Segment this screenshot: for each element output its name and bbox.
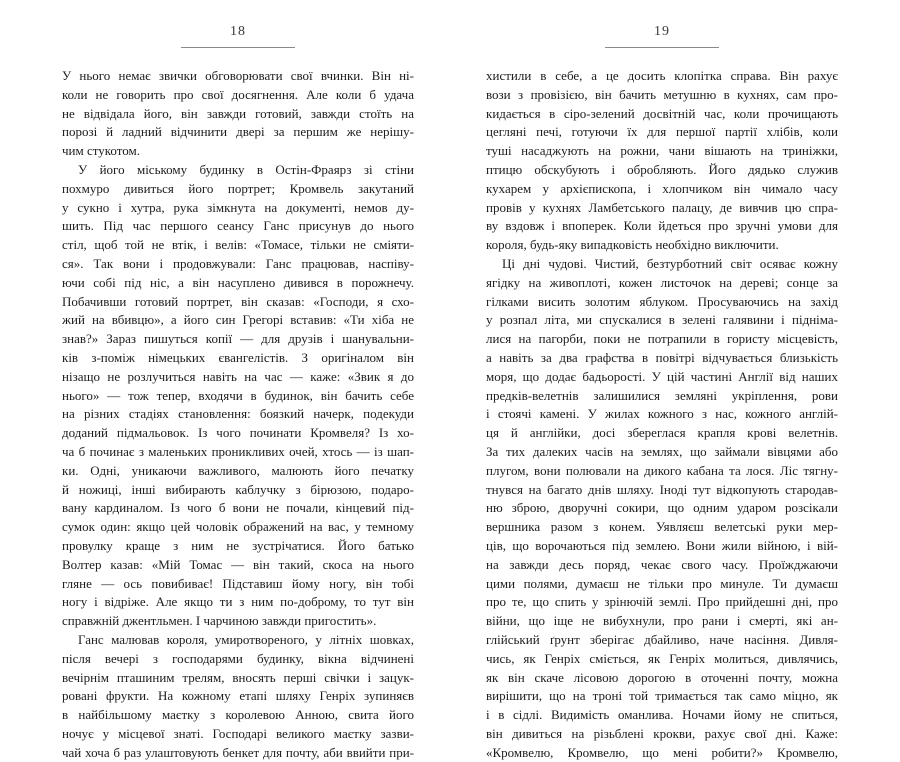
text-line: Ці дні чудові. Чистий, безтурботний світ осяває кожну (502, 255, 838, 271)
text-line: У його міському будинку в Остін-Фраярз зі стіни (78, 161, 414, 177)
text-line: вану кардиналом. Із чого б вони не почали, кінцевий під- (62, 500, 414, 516)
text-line: війни, що іще не вибухнули, про рани і смерті, які ан- (486, 613, 838, 629)
text-line: на завжди десь поряд, чекає свого часу. Проїжджаючи (486, 556, 838, 572)
text-line: лися на пагорби, поки не потрапили в гористу місцевість, (486, 331, 838, 347)
left-page-text (62, 67, 414, 762)
page-number: 18 (230, 24, 246, 39)
text-line: й ножиці, інші вибирають каблучку з бірюзою, подаро- (62, 481, 414, 497)
text-line: провів у кухнях Ламбетського палацу, де вивчив цю спра- (486, 199, 838, 215)
right-page (486, 0, 838, 760)
text-line: вирішити, що на троні той тримається так само міцно, як (486, 688, 838, 704)
text-line: короля, будь-яку випадковість необхідно виключити. (486, 237, 779, 253)
text-line: тнувся на багато днів шляху. Іноді тут відкопують стародав- (486, 481, 838, 497)
text-line: ча б починає з маленьких проникливих очей, хтось — із шап- (62, 443, 414, 459)
text-line: провулку краще з ним не зустрічатися. Його батько (62, 537, 414, 553)
text-line: у сукно і хутра, рука зімкнута на документі, немов ду- (62, 199, 414, 215)
text-line: Волтер казав: «Мій Томас — він такий, скоса на нього (62, 556, 414, 572)
text-line: ногу і відріже. Але якщо ти з ним по-доброму, то тут він (62, 594, 414, 610)
text-line: ночує у місцевої знаті. Господарі великого маєтку зазви- (62, 725, 414, 741)
left-page (62, 0, 414, 760)
text-line: вечірнім пташиним трелям, вносять перші свічки і зацук- (62, 669, 414, 685)
text-line: і в сідлі. Видимість оманлива. Ночами йому не спиться, (486, 707, 838, 723)
text-line: ся». Так вони і продовжували: Ганс працював, наспіву- (62, 255, 414, 271)
text-line: птицю обскубують і обробляють. Його дядько служив (486, 161, 838, 177)
page-number: 19 (654, 24, 670, 39)
text-line: на різних стадіях становлення: боязкий начерк, подекуди (62, 406, 414, 422)
text-line: у розпал літа, ми спускалися в зелені галявини і підніма- (486, 312, 838, 328)
right-page-header (486, 24, 838, 40)
text-line: «Кромвелю, Кромвелю, що мені робити?» Кромвелю, (486, 744, 838, 760)
text-line: похмуро дивиться його портрет; Кромвель закутаний (62, 180, 414, 196)
text-line: ровані фрукти. На кожному етапі шляху Генріх зупиняєв (62, 688, 414, 704)
header-rule (605, 47, 719, 48)
text-line: справжній джентльмен. І чарчиною завжди пригостить». (62, 613, 377, 629)
text-line: цегляні печі, готуючи їх для першої партії хлібів, коли (486, 124, 838, 140)
text-line: а навіть за два графства в повітрі відчувається близькість (486, 349, 838, 365)
text-line: чай хоча б раз улаштовують бенкет для почту, аби ввийти при- (62, 744, 414, 760)
text-line: хистили в себе, а це досить клопітка справа. Він рахує (486, 68, 838, 83)
text-line: стіл, щоб той не втік, і велів: «Томасе, тільки не сміяти- (62, 237, 414, 253)
text-line: шить. Під час першого сеансу Ганс присунув до нього (62, 218, 414, 234)
text-line: доданий підмальовок. Із чого починати Кромвеля? Із хо- (62, 425, 414, 441)
text-line: глійський ґрунт зберігає дбайливо, наче насіння. Дивля- (486, 631, 838, 647)
text-line: ягідку на живоплоті, кожен листочок на дереві; сонце за (486, 274, 838, 290)
text-line: гляне — ось повибиває! Підставиш йому ногу, він тобі (62, 575, 414, 591)
text-line: про те, що спить у зрінючій землі. Про прийдешні дні, про (486, 594, 838, 610)
text-line: ця й англійки, досі збереглася крапля крові велетнів. (486, 425, 838, 441)
text-line: не відвідала його, він завжди готовий, завжди стоїть на (62, 105, 414, 121)
text-line: чим стукотом. (62, 143, 140, 159)
left-page-header (62, 24, 414, 40)
text-line: ки. Одні, уникаючи важливого, малюють його печатку (62, 462, 414, 478)
text-line: і стоячі камені. У жилах кожного з нас, кожного англій- (486, 406, 838, 422)
text-line: чись, як Генріх сміється, як Генріх молиться, дивлячись, (486, 650, 838, 666)
text-line: У нього немає звички обговорювати свої вчинки. Він ні- (62, 68, 414, 83)
text-line: моря, що додає бадьорості. У цій частині Англії від наших (486, 368, 838, 384)
text-line: сумок один: якщо цей чоловік ображений на вас, у темному (62, 519, 414, 535)
text-line: цими полями, думаєш не тільки про минуле. Ти думаєш (486, 575, 838, 591)
text-line: ців, що ворочаються під землею. Вони жили війною, і вій- (486, 537, 838, 553)
text-line: ню зброю, дворучні сокири, що одним ударом розсікали (486, 500, 838, 516)
text-line: кухарем у архієпископа, і хлопчиком він чимало часу (486, 180, 838, 196)
text-line: нього» — тож тепер, входячи в будинок, він бачить себе (62, 387, 414, 403)
text-line: ву вздовж і впоперек. Коли йдеться про зручні умови для (486, 218, 838, 234)
text-line: кидається в сіро-зелений досвітній час, коли прочищають (486, 105, 838, 121)
text-line: як він скаче лісовою дорогою в оточенні почту, можна (486, 669, 838, 685)
text-line: Побачивши готовий портрет, він сказав: «Господи, я схо- (62, 293, 414, 309)
text-line: плугом, вони полювали на дикого кабана та лося. Ліс тягну- (486, 462, 838, 478)
text-line: ків з-поміж німецьких євангелістів. З оригіналом він (62, 349, 414, 365)
text-line: гілками висить золотим яблуком. Просуваючись на захід (486, 293, 838, 309)
text-line: жий на вбивцю», а його син Грегорі вставив: «Ти хіба не (62, 312, 414, 328)
header-rule (181, 47, 295, 48)
text-line: після вечері з господарями будинку, вікна відчинені (62, 650, 414, 666)
text-line: ючи собі під ніс, а він насуплено дивився в порожнечу. (62, 274, 414, 290)
text-line: він дивиться на різьблені крокви, рахує свої дні. Каже: (486, 725, 838, 741)
text-line: знав?» Зараз пишуться копії — для друзів і шанувальни- (62, 331, 414, 347)
text-line: нізащо не розлучиться навіть на час — каже: «Звик я до (62, 368, 414, 384)
text-line: вози з провізією, він бачить метушню в кухнях, сам про- (486, 86, 838, 102)
right-page-text (486, 67, 838, 762)
text-line: порозі й ладний відчинити двері за першим же нерішу- (62, 124, 414, 140)
text-line: За тих далеких часів на землях, що займали вівцями або (486, 443, 838, 459)
text-line: туші насаджують на рожни, чани вішають на триніжки, (486, 143, 838, 159)
text-line: предків-велетнів залишилися земляні укріплення, рови (486, 387, 838, 403)
text-line: в найбільшому маєтку з королевою Анною, свита його (62, 707, 414, 723)
text-line: коли не говорить про свої досягнення. Але коли б удача (62, 86, 414, 102)
text-line: вершника разом з конем. Уявляєш велетські руки мер- (486, 519, 838, 535)
text-line: Ганс малював короля, умиротвореного, у літніх шовках, (78, 631, 414, 647)
